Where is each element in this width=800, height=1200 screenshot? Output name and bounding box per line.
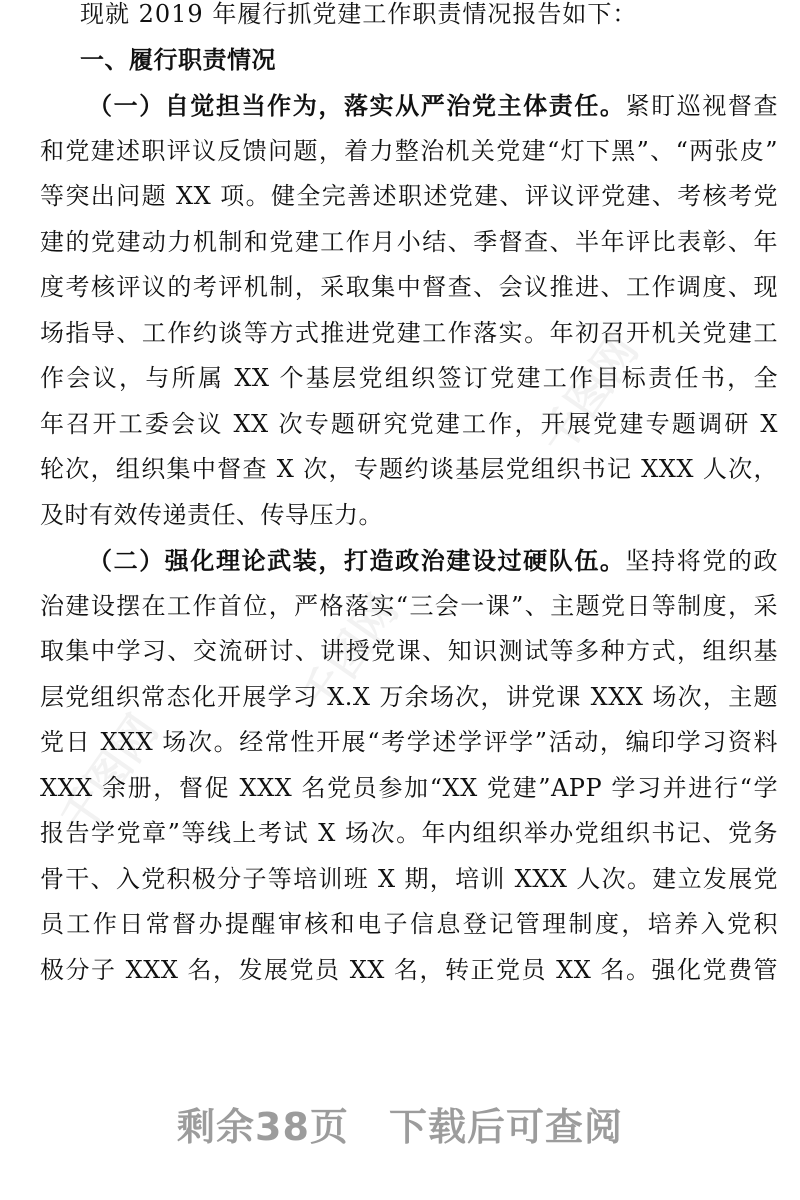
paragraph-1-line: 和党建述职评议反馈问题，着力整治机关党建“灯下黑”、“两张皮” (40, 136, 778, 165)
paragraph-1-line: 作会议，与所属 XX 个基层党组织签订党建工作目标责任书，全 (40, 364, 778, 392)
paragraph-2-line: 员工作日常督办提醒审核和电子信息登记管理制度，培养入党积 (40, 910, 778, 938)
paragraph-2-line: 取集中学习、交流研讨、讲授党课、知识测试等多种方式，组织基 (40, 637, 778, 665)
paragraph-2-line: 极分子 XXX 名，发展党员 XX 名，转正党员 XX 名。强化党费管 (40, 955, 778, 984)
paragraph-1-line: 等突出问题 XX 项。健全完善述职述党建、评议评党建、考核考党 (40, 182, 778, 210)
paragraph-1-line: 度考核评议的考评机制，采取集中督查、会议推进、工作调度、现 (40, 273, 778, 301)
intro-text: 现就 2019 年履行抓党建工作职责情况报告如下： (80, 0, 638, 28)
download-to-view-label: 下载后可查阅 (388, 1105, 623, 1149)
paragraph-1-line: 建的党建动力机制和党建工作月小结、季督查、半年评比表彰、年 (40, 227, 778, 256)
paragraph-2-line: 报告学党章”等线上考试 X 场次。年内组织举办党组织书记、党务 (40, 819, 778, 847)
remaining-pages-notice[interactable] (0, 1096, 800, 1151)
paragraph-1-line-1: （一）自觉担当作为，落实从严治党主体责任。紧盯巡视督查 (88, 91, 778, 120)
paragraph-2-line-1: （二）强化理论武装，打造政治建设过硬队伍。坚持将党的政 (88, 546, 778, 575)
paragraph-2-line: XXX 余册，督促 XXX 名党员参加“XX 党建”APP 学习并进行“学 (40, 773, 778, 802)
document-body (40, 0, 778, 993)
paragraph-2-line: 治建设摆在工作首位，严格落实“三会一课”、主题党日等制度，采 (40, 591, 778, 620)
paragraph-2-lead: （二）强化理论武装，打造政治建设过硬队伍。 (88, 546, 626, 575)
paragraph-2-line: 层党组织常态化开展学习 X.X 万余场次，讲党课 XXX 场次，主题 (40, 682, 778, 711)
paragraph-1-line: 场指导、工作约谈等方式推进党建工作落实。年初召开机关党建工 (40, 318, 778, 347)
paragraph-2-line: 党日 XXX 场次。经常性开展“考学述学评学”活动，编印学习资料 (40, 728, 778, 756)
remaining-pages-label: 剩余38页 (177, 1105, 349, 1149)
watermark: 千图网 (50, 705, 169, 844)
section-heading: 一、履行职责情况 (80, 45, 276, 74)
paragraph-1-line: 轮次，组织集中督查 X 次，专题约谈基层党组织书记 XXX 人次， (40, 455, 778, 483)
paragraph-1-lead: （一）自觉担当作为，落实从严治党主体责任。 (88, 91, 626, 120)
paragraph-1-line: 年召开工委会议 XX 次专题研究党建工作，开展党建专题调研 X (40, 409, 778, 438)
paragraph-2-line: 骨干、入党积极分子等培训班 X 期，培训 XXX 人次。建立发展党 (40, 864, 778, 893)
watermark: 千图网 (530, 325, 649, 464)
paragraph-1-line: 及时有效传递责任、传导压力。 (40, 500, 383, 529)
watermark: 千图网 (290, 585, 409, 724)
